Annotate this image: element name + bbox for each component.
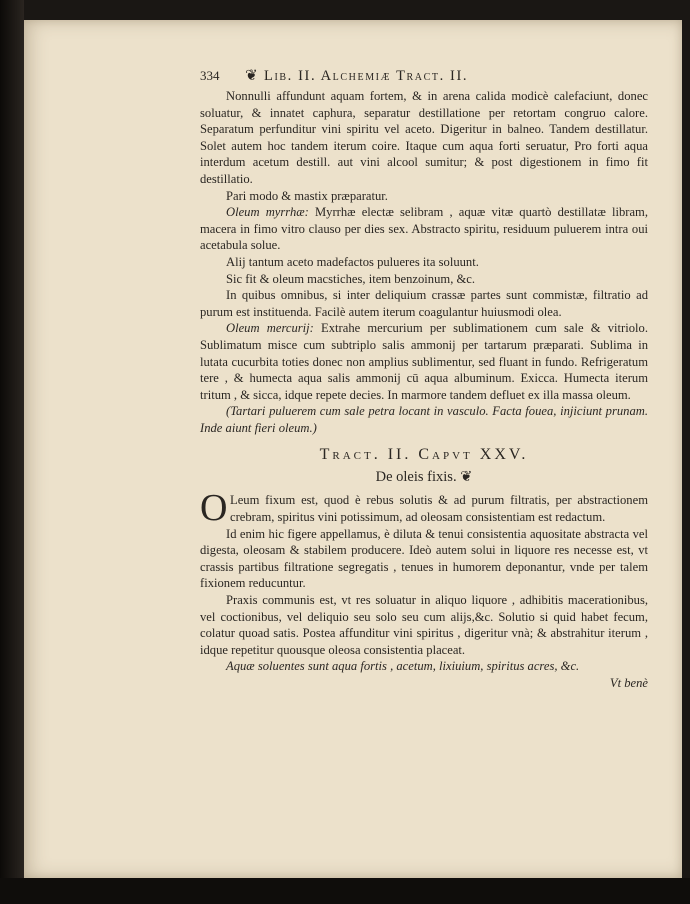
page-number: 334 xyxy=(200,67,220,83)
paragraph: Sic fit & oleum macstiches, item benzoinum, &c. xyxy=(226,271,476,286)
recipe-label: Oleum myrrhæ: xyxy=(226,205,309,220)
opening-paragraph xyxy=(200,487,648,530)
book-gutter-shadow xyxy=(0,0,24,904)
recipe-mercurij xyxy=(200,320,648,403)
recipe-text: Extrahe mercurium per sublimationem cum sale & vitriolo. Sublimatum misce cum subtriplo salis ammonij per tartarum præparati. Sublima in lutata cucurbita toties donec non amplius sublimentur, sed fluant in fundo. Refrigeratum tere , & humecta aqua salis ammonij cū aqua albuminum. Exicca. Humecta iterum tritum , & sicca, idque repete decies. In marmore tandem defluet ex illa massa oleum. xyxy=(200,321,648,402)
running-title: Lib. II. Alchemiæ Tract. II. xyxy=(264,67,469,84)
paragraph: Alij tantum aceto madefactos pulueres ita soluunt. xyxy=(226,254,479,269)
paragraph: Nonnulli affundunt aquam fortem, & in arena calida modicè calefaciunt, donec soluatur, & innatet caphura, separatur destillatione per retortam congruo calore. Separatum perfunditur vini spiritu vel aceto. Digeritur in balneo. Tandem destillatur. Solet autem hoc tandem iterum coire. Itaque cum aqua forti seruatur, Pro forti aqua interdum acetum destill. aut vini alcool sumitur; & post digestionem in fimo fit destillatio. xyxy=(200,89,648,186)
ornament-icon: ❦ xyxy=(460,469,473,486)
page-bottom-shadow xyxy=(0,878,690,904)
chapter-subtitle xyxy=(200,466,648,488)
paragraph: Praxis communis est, vt res soluatur in aliquo liquore , adhibitis macerationibus, vel coctionibus, vel deliquio seu solo seu cum alijs,&c. Solutio si quid habet fecum, colatur quoad satis. Postea affunditur vini spiritus , digeritur vnà; & abstrahitur iterum , idque repetitur quousque oleosa consistentia placeat. xyxy=(200,593,648,657)
running-header xyxy=(200,66,648,86)
paragraph: Pari modo & mastix præparatur. xyxy=(226,188,388,203)
fleuron-icon: ❦ xyxy=(245,67,259,84)
chapter-title: Tract. II. Capvt XXV. xyxy=(319,446,529,464)
drop-cap: O xyxy=(200,487,228,530)
recipe-text: Myrrhæ electæ selibram , aquæ vitæ quartò destillatæ libram, macera in fimo vitro clauso per dies sex. Abstracto spiritu, residuum puluerem intra oui acetabula solue. xyxy=(200,205,649,253)
catchword: Vt benè xyxy=(609,676,648,690)
paragraph-italic: Aquæ soluentes sunt aqua fortis , acetum, lixiuium, spiritus acres, &c. xyxy=(226,659,580,674)
recipe-label: Oleum mercurij: xyxy=(226,321,314,336)
page-content xyxy=(200,66,648,692)
recipe-myrrha xyxy=(200,204,648,254)
book-page xyxy=(24,20,682,878)
chapter-subtitle-text: De oleis fixis. xyxy=(375,469,457,486)
paragraph: In quibus omnibus, si inter deliquium crassæ partes sunt commistæ, filtratio ad purum est instituenda. Facilè autem iterum coagulantur huiusmodi olea. xyxy=(200,288,648,319)
paragraph: Leum fixum est, quod è rebus solutis & ad purum filtratis, per abstractionem crebram, spiritus vini potissimum, ad oleosam consistentiam est redactum. xyxy=(230,493,648,525)
paragraph: Id enim hic figere appellamus, è diluta & tenui consistentia aquositate abstracta vel digesta, oleosam & stabilem producere. Ideò autem solui in liquore res necesse est, vt crassis partibus filtratione segregatis , tenues in humorem deponantur, vnde per talem fixionem reducuntur. xyxy=(200,526,648,591)
italic-note: (Tartari puluerem cum sale petra locant in vasculo. Facta fouea, injiciunt prunam. Inde aiunt fieri oleum.) xyxy=(200,404,648,435)
